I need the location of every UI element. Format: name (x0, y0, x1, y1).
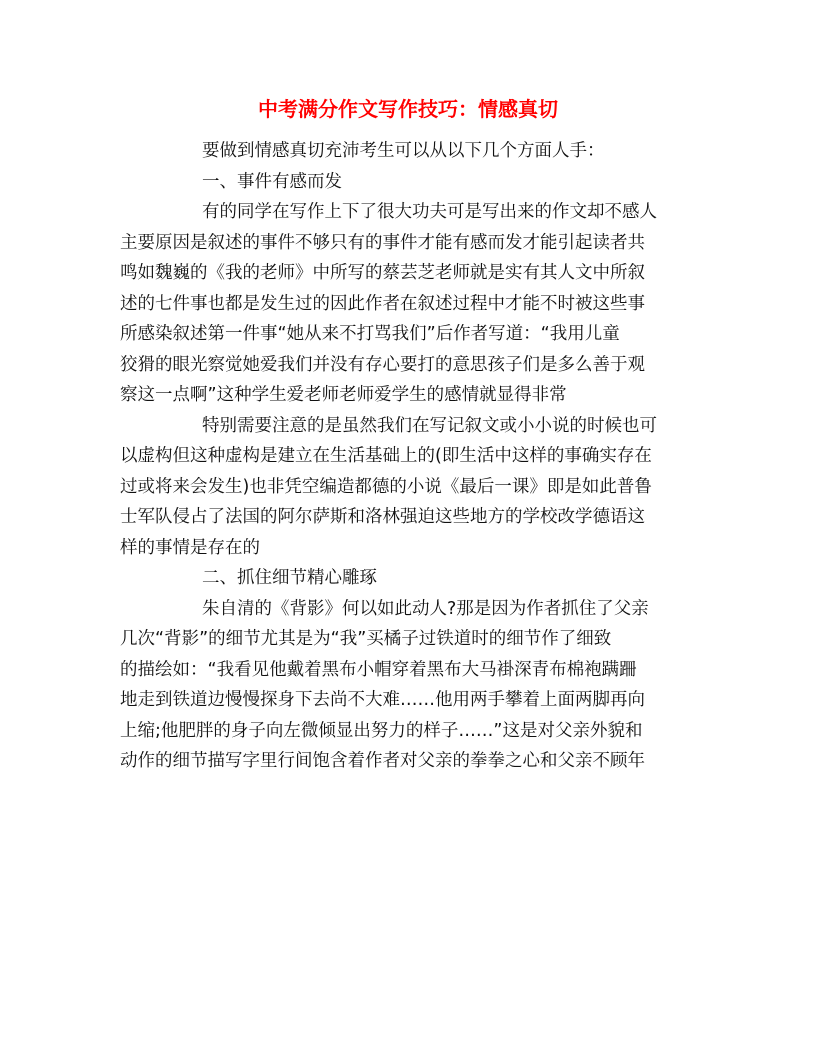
text-line: 几次“背影”的细节尤其是为“我”买橘子过铁道时的细节作了细致 (120, 629, 612, 649)
text-line: 上缩;他肥胖的身子向左微倾显出努力的样子……”这是对父亲外貌和 (120, 720, 643, 741)
document-title: 中考满分作文写作技巧：情感真切 (258, 97, 558, 121)
text-line: 一、事件有感而发 (202, 171, 342, 192)
text-line: 的描绘如：“我看见他戴着黑布小帽穿着黑布大马褂深青布棉袍蹒跚 (120, 659, 637, 680)
text-line: 动作的细节描写字里行间饱含着作者对父亲的拳拳之心和父亲不顾年 (120, 751, 645, 771)
text-line: 所感染叙述第一件事“她从来不打骂我们”后作者写道：“我用儿童 (120, 324, 620, 344)
text-line: 察这一点啊”这种学生爱老师老师爱学生的感情就显得非常 (120, 385, 567, 405)
text-line: 地走到铁道边慢慢探身下去尚不大难……他用两手攀着上面两脚再向 (120, 690, 645, 710)
text-line: 以虚构但这种虚构是建立在生活基础上的(即生活中这样的事确实存在 (120, 446, 652, 466)
text-line: 朱自清的《背影》何以如此动人?那是因为作者抓住了父亲 (202, 598, 649, 619)
document-body (120, 136, 688, 777)
text-line: 特别需要注意的是虽然我们在写记叙文或小小说的时候也可 (202, 415, 657, 436)
text-line: 二、抓住细节精心雕琢 (202, 568, 377, 588)
text-line: 鸣如魏巍的《我的老师》中所写的蔡芸芝老师就是实有其人文中所叙 (120, 263, 645, 283)
text-line: 狡猾的眼光察觉她爱我们并没有存心要打的意思孩子们是多么善于观 (120, 354, 645, 375)
text-line: 要做到情感真切充沛考生可以从以下几个方面人手： (202, 141, 605, 161)
text-line: 述的七件事也都是发生过的因此作者在叙述过程中才能不时被这些事 (120, 293, 645, 314)
text-line: 主要原因是叙述的事件不够只有的事件才能有感而发才能引起读者共 (120, 232, 645, 253)
text-line: 样的事情是存在的 (120, 537, 260, 558)
text-line: 有的同学在写作上下了很大功夫可是写出来的作文却不感人 (202, 202, 657, 222)
text-line: 士军队侵占了法国的阿尔萨斯和洛林强迫这些地方的学校改学德语这 (120, 507, 645, 527)
text-line: 过或将来会发生)也非凭空编造都德的小说《最后一课》即是如此普鲁 (120, 476, 652, 497)
